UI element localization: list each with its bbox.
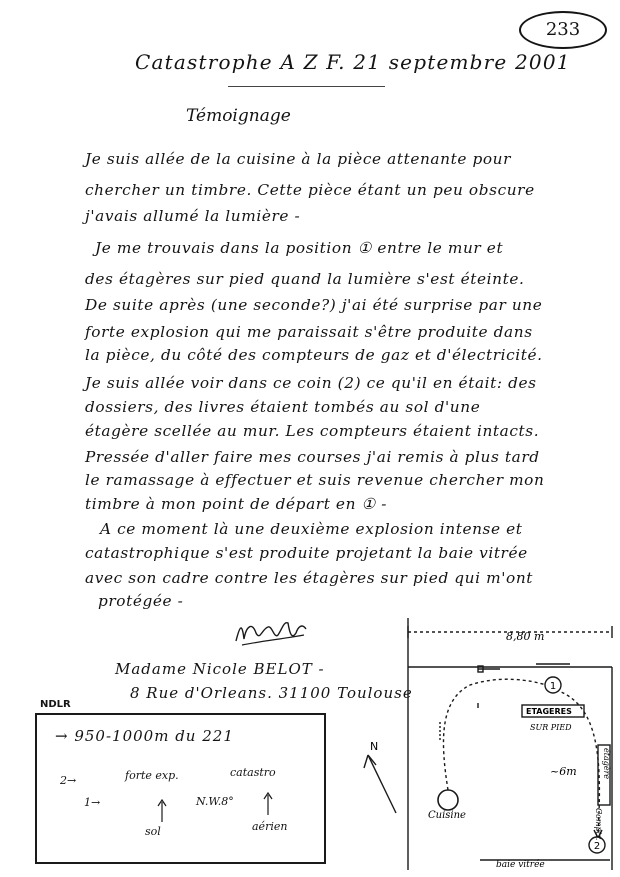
ndlr-note-2: 2→ [60,774,77,787]
testimony-line: Je suis allée de la cuisine à la pièce attenante pour [85,150,512,168]
shelf-label-2: SUR PIED [530,723,572,732]
testimony-line: catastrophique s'est produite projetant la baie vitrée [85,544,528,562]
page-number: 233 [519,11,607,49]
north-label: N [370,740,379,753]
position-1-label: 1 [549,681,557,692]
signatory-name: Madame Nicole BELOT - [115,660,325,678]
testimony-line: des étagères sur pied quand la lumière s'est éteinte. [85,270,525,288]
testimony-line: le ramassage à effectuer et suis revenue chercher mon [85,471,545,489]
document-subtitle: Témoignage [186,106,291,126]
kitchen-table [438,790,458,810]
length-label: ~6m [550,765,577,778]
testimony-line: Pressée d'aller faire mes courses j'ai remis à plus tard [85,448,540,466]
testimony-line: De suite après (une seconde?) j'ai été surprise par une [85,296,543,314]
signatory-address: 8 Rue d'Orleans. 31100 Toulouse [130,684,413,702]
testimony-line: Je suis allée voir dans ce coin (2) ce qu'il en était: des [85,374,537,392]
testimony-line: avec son cadre contre les étagères sur pied qui m'ont [85,569,534,587]
testimony-line: j'avais allumé la lumière - [85,207,301,225]
testimony-line: A ce moment là une deuxième explosion intense et [100,520,523,538]
meters-label: Comptr. [594,808,603,841]
plan-width-label: 8,80 m [506,630,545,643]
testimony-line: protégée - [98,592,184,610]
testimony-line: forte explosion qui me paraissait s'être produite dans [85,323,533,341]
ndlr-sol: sol [145,825,161,838]
ndlr-aerien: aérien [252,820,288,833]
window-label: baie vitrée [496,860,545,870]
ndlr-forte-exp: forte exp. [125,769,179,782]
ndlr-catastro: catastro [230,766,276,779]
ndlr-distance: → 950-1000m du 221 [55,727,234,745]
testimony-line: Je me trouvais dans la position ① entre le mur et [95,239,504,257]
ndlr-label: NDLR [40,699,71,710]
testimony-line: timbre à mon point de départ en ① - [85,495,388,513]
testimony-line: la pièce, du côté des compteurs de gaz et d'électricité. [85,346,543,364]
kitchen-label: Cuisine [428,810,466,821]
position-2-label: 2 [593,841,601,852]
testimony-line: étagère scellée au mur. Les compteurs étaient intacts. [85,422,540,440]
testimony-line: dossiers, des livres étaient tombés au sol d'une [85,398,481,416]
shelf-label-1: ETAGERES [526,707,572,716]
ndlr-axis-mid: N.W.8° [196,795,234,808]
testimony-line: chercher un timbre. Cette pièce étant un peu obscure [85,181,535,199]
document-title: Catastrophe A Z F. 21 septembre 2001 [135,50,571,74]
wall-shelf-label: étagère [602,748,611,780]
ndlr-note-1: 1→ [84,796,101,809]
